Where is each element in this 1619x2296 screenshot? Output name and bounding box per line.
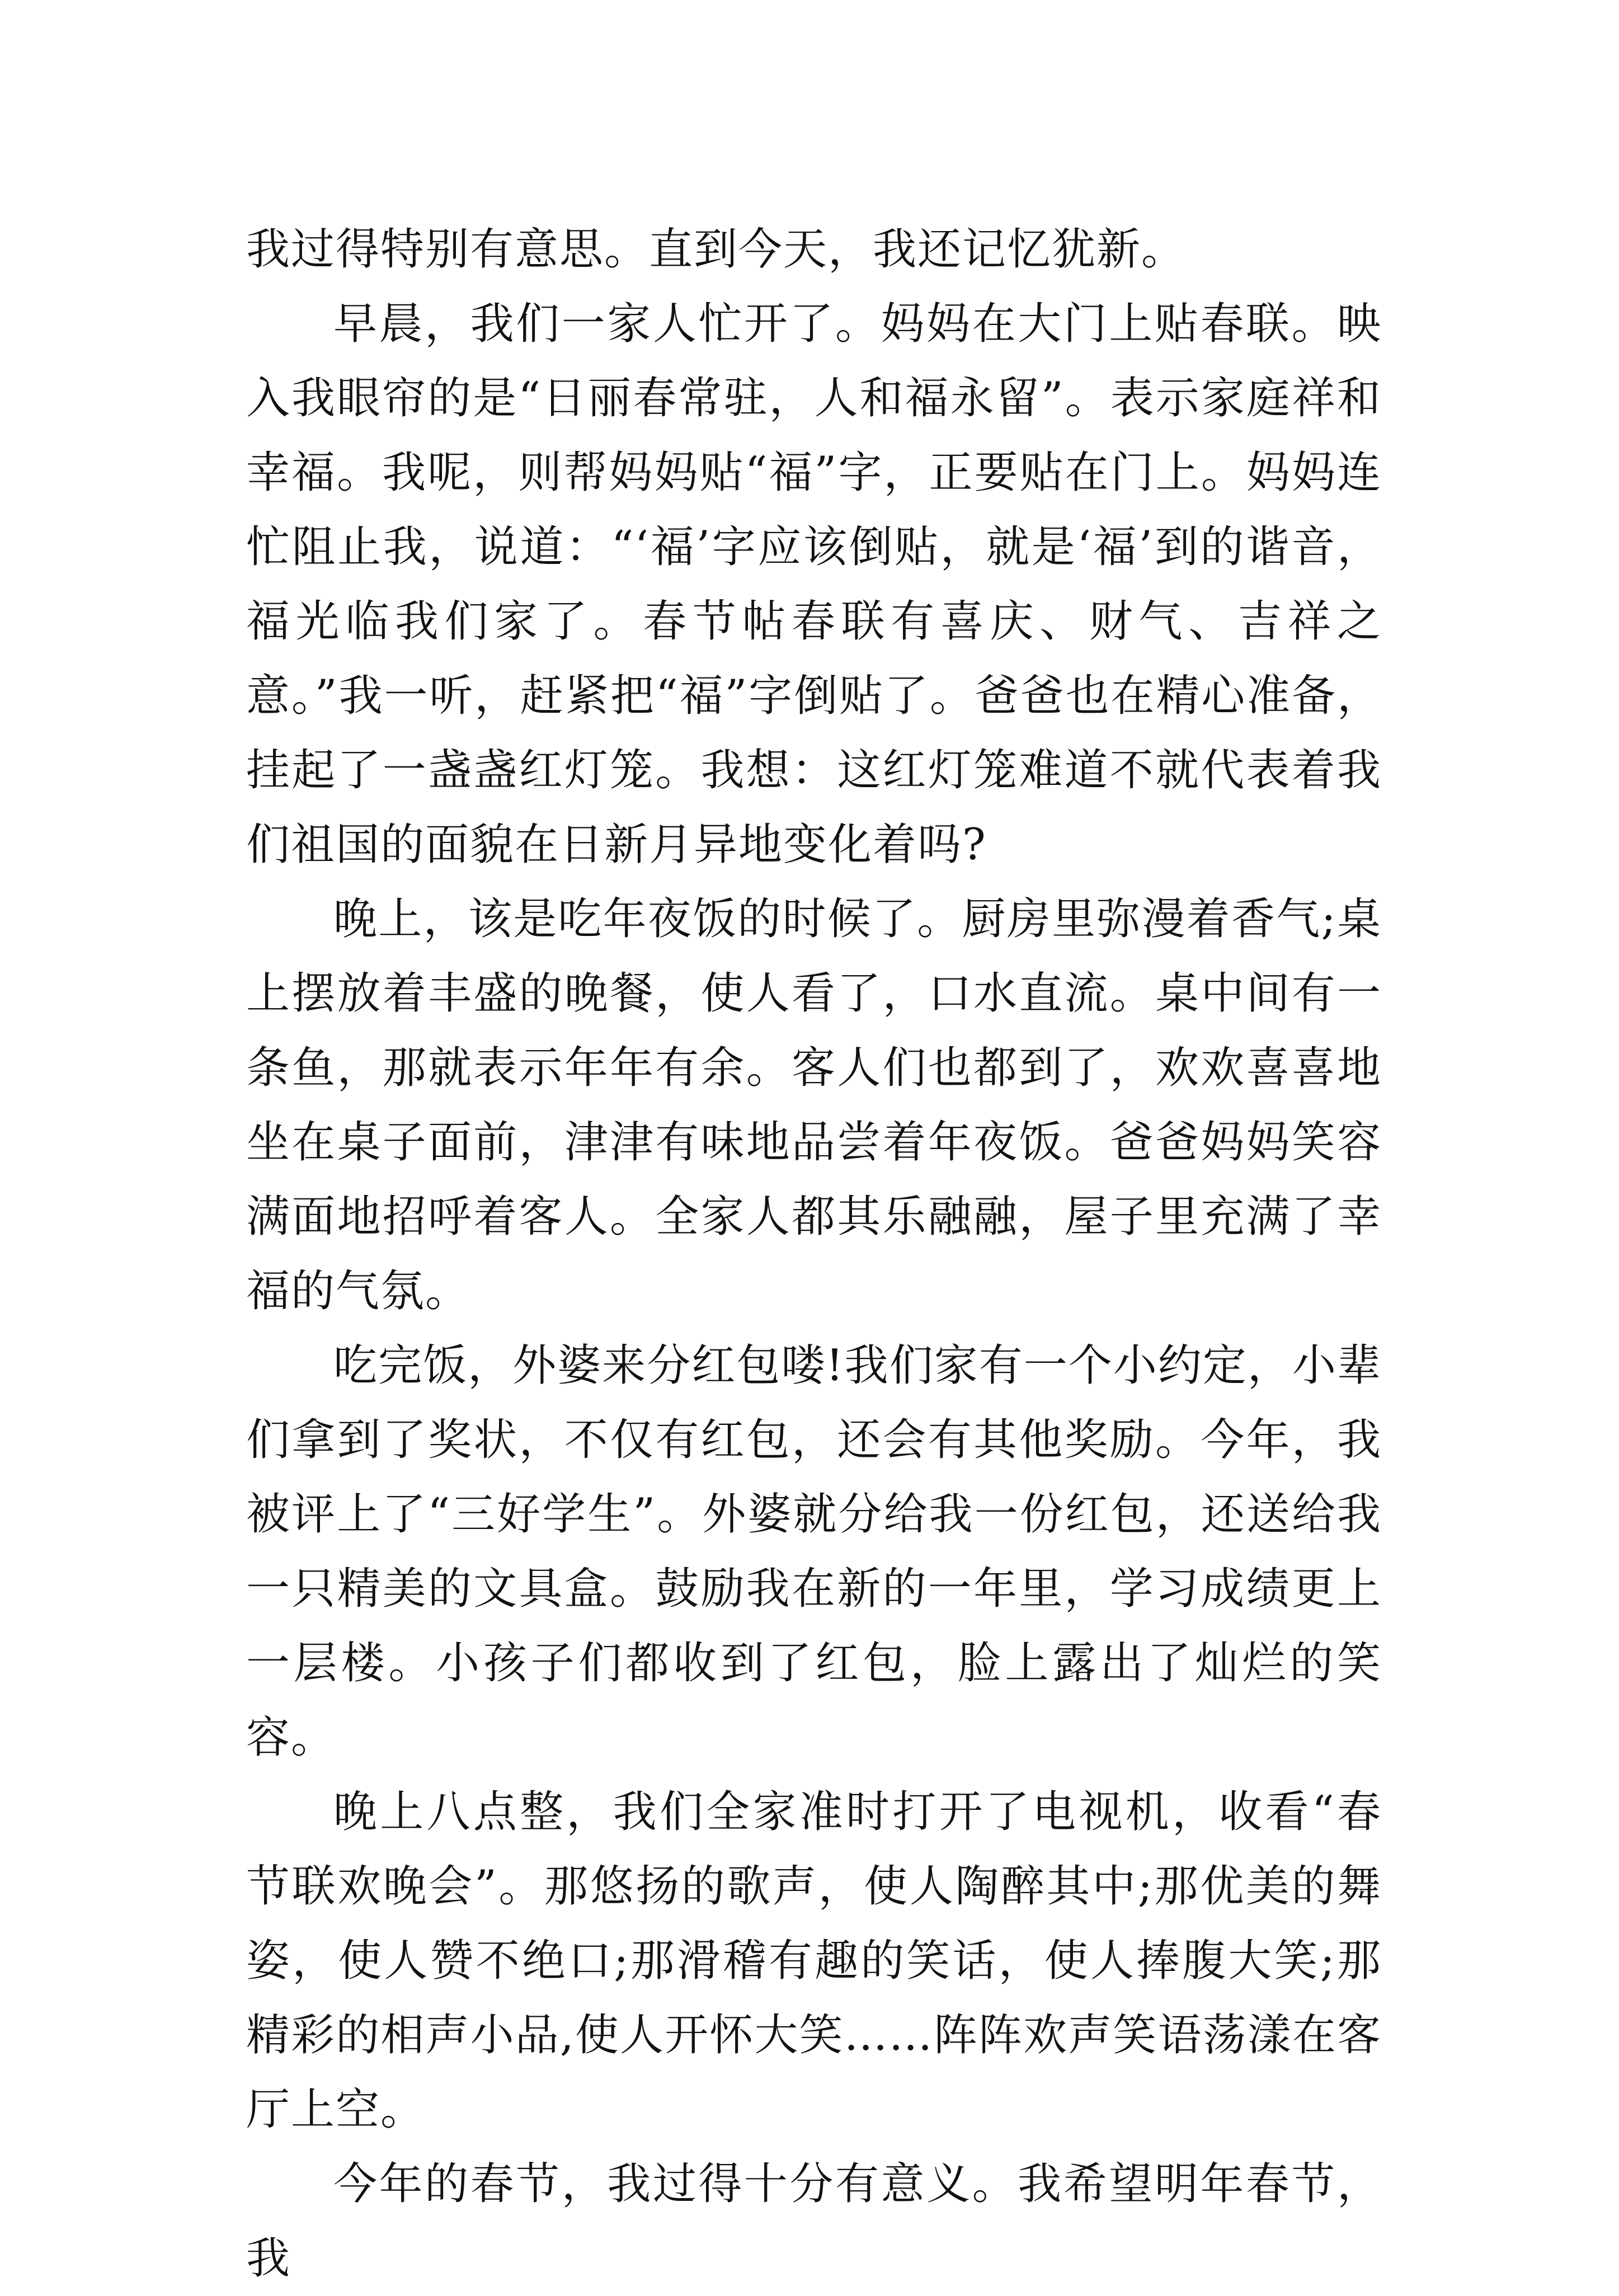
- paragraph-6: 今年的春节，我过得十分有意义。我希望明年春节，我: [246, 2159, 1382, 2284]
- paragraph-5: 晚上八点整，我们全家准时打开了电视机，收看“春节联欢晚会”。那悠扬的歌声，使人陶醉其中;那优美的舞姿，使人赞不绝口;那滑稽有趣的笑话，使人捧腹大笑;那精彩的相声小品,使人开怀大笑……阵阵欢声笑语荡漾在客厅上空。: [246, 1787, 1382, 2135]
- paragraph-2: 早晨，我们一家人忙开了。妈妈在大门上贴春联。映入我眼帘的是“日丽春常驻，人和福永留”。表示家庭祥和幸福。我呢，则帮妈妈贴“福”字，正要贴在门上。妈妈连忙阻止我，说道：“‘福’字应该倒贴，就是‘福’到的谐音，福光临我们家了。春节帖春联有喜庆、财气、吉祥之意。”我一听，赶紧把“福”字倒贴了。爸爸也在精心准备，挂起了一盏盏红灯笼。我想：这红灯笼难道不就代表着我们祖国的面貌在日新月异地变化着吗?: [246, 299, 1382, 870]
- essay-body: [246, 213, 1382, 2296]
- paragraph-1: 我过得特别有意思。直到今天，我还记忆犹新。: [246, 224, 1187, 275]
- paragraph-4: 吃完饭，外婆来分红包喽!我们家有一个小约定，小辈们拿到了奖状，不仅有红包，还会有其他奖励。今年，我被评上了“三好学生”。外婆就分给我一份红包，还送给我一只精美的文具盒。鼓励我在新的一年里，学习成绩更上一层楼。小孩子们都收到了红包，脸上露出了灿烂的笑容。: [246, 1340, 1382, 1763]
- paragraph-3: 晚上，该是吃年夜饭的时候了。厨房里弥漫着香气;桌上摆放着丰盛的晚餐，使人看了，口水直流。桌中间有一条鱼，那就表示年年有余。客人们也都到了，欢欢喜喜地坐在桌子面前，津津有味地品尝着年夜饭。爸爸妈妈笑容满面地招呼着客人。全家人都其乐融融，屋子里充满了幸福的气氛。: [246, 894, 1382, 1316]
